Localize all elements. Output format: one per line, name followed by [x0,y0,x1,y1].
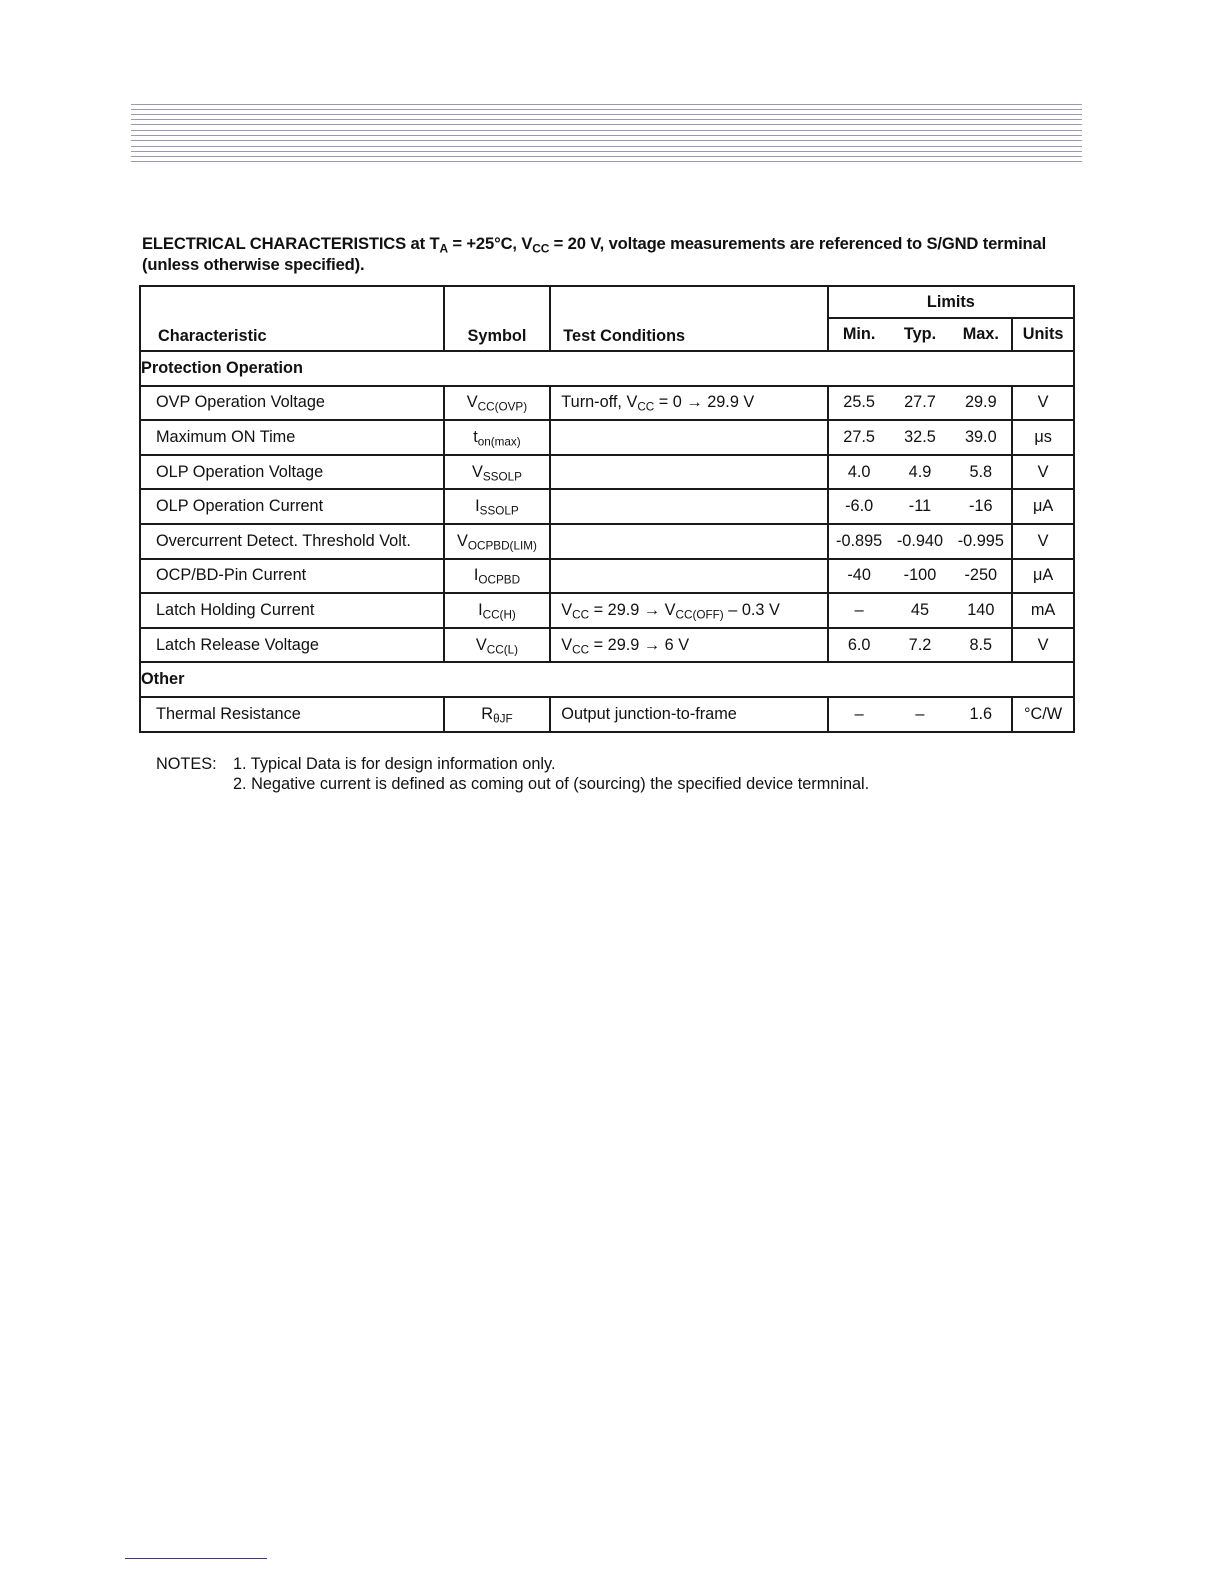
characteristic-cell: Maximum ON Time [140,420,444,455]
limit-max: 140 [967,600,995,619]
notes-label: NOTES: [156,755,217,773]
symbol-subscript: θJF [493,712,513,726]
table-row [140,524,1074,559]
limit-max: 5.8 [969,462,993,481]
table-row [140,559,1074,594]
symbol-subscript: OCPBD [478,573,521,587]
units-cell: μs [1012,420,1074,455]
section-label: Other [140,662,1074,697]
condition-text: – 0.3 V [723,600,780,619]
footer-rule [125,1558,267,1559]
limit-min: -6.0 [845,497,874,516]
section-row-protection [140,351,1074,386]
header-units: Units [1012,318,1074,351]
test-conditions-cell [550,559,827,594]
symbol-main: V [466,393,478,412]
test-conditions-cell [550,593,827,628]
header-test-conditions: Test Conditions [550,286,827,351]
table-row [140,420,1074,455]
header-limits: Limits [828,286,1074,318]
condition-text: Turn-off, V [561,393,638,412]
symbol-cell [444,420,551,455]
header-min: Min. [842,325,876,343]
symbol-main: I [478,600,483,619]
table-row [140,455,1074,490]
header-rule-line [131,104,1082,105]
header-rule-line [131,135,1082,136]
characteristic-cell: OLP Operation Voltage [140,455,444,490]
symbol-subscript: OCPBD(LIM) [467,539,537,553]
limit-typ: -100 [903,566,937,585]
heading-line-2: (unless otherwise specified). [142,255,365,274]
header-symbol: Symbol [444,286,551,351]
limit-min: -0.895 [836,531,883,550]
notes [156,754,869,794]
section-row-other [140,662,1074,697]
characteristic-cell: Latch Release Voltage [140,628,444,663]
units-cell: V [1012,628,1074,663]
characteristic-cell: Overcurrent Detect. Threshold Volt. [140,524,444,559]
header-rule-line [131,114,1082,115]
header-rule-line [131,119,1082,120]
condition-subscript: CC [572,608,590,622]
limits-cell [828,697,1012,732]
condition-text: V [561,635,573,654]
symbol-cell [444,489,551,524]
limits-cell [828,628,1012,663]
header-rule-line [131,151,1082,152]
condition-text: V [561,600,573,619]
limit-min: – [854,600,864,619]
symbol-cell [444,697,551,732]
section-label: Protection Operation [140,351,1074,386]
section-heading [142,233,1092,275]
limits-cell [828,489,1012,524]
test-conditions-cell [550,420,827,455]
limit-typ: 7.2 [908,635,932,654]
condition-text: = 29.9 → V [589,600,676,619]
limits-cell [828,420,1012,455]
header-rule-band [131,104,1082,162]
table-row [140,593,1074,628]
symbol-cell [444,524,551,559]
limit-typ: 27.7 [904,393,936,412]
limit-typ: 45 [910,600,930,619]
header-rule-line [131,146,1082,147]
limits-cell [828,593,1012,628]
characteristic-cell: Thermal Resistance [140,697,444,732]
limit-max: -16 [969,497,993,516]
test-conditions-cell [550,628,827,663]
limit-min: 25.5 [843,393,875,412]
table-row [140,697,1074,732]
test-conditions-cell [550,386,827,421]
header-characteristic: Characteristic [140,286,444,351]
limit-max: 29.9 [964,393,997,412]
limit-min: -40 [847,566,871,585]
symbol-subscript: on(max) [477,435,521,449]
limit-max: 8.5 [969,635,993,654]
symbol-main: V [475,635,487,654]
header-rule-line [131,124,1082,125]
condition-subscript: CC [637,400,655,414]
symbol-subscript: CC(OVP) [477,400,528,414]
characteristic-cell: OCP/BD-Pin Current [140,559,444,594]
units-cell: V [1012,386,1074,421]
symbol-main: I [473,566,479,585]
symbol-cell [444,455,551,490]
condition-text: = 0 → 29.9 V [654,393,755,412]
table-row [140,628,1074,663]
limit-max: -250 [964,566,998,585]
table-row [140,386,1074,421]
symbol-main: V [457,531,468,550]
limit-max: 1.6 [969,704,993,723]
limits-cell [828,524,1012,559]
units-cell: μA [1012,489,1074,524]
symbol-cell [444,628,551,663]
symbol-main: R [481,704,494,723]
condition-subscript: CC [572,642,590,656]
limit-max: 39.0 [964,427,997,446]
limit-typ: 32.5 [904,427,936,446]
test-conditions-cell [550,489,827,524]
note-2: 2. Negative current is defined as coming out of (sourcing) the specified device termninal. [233,775,870,793]
limit-typ: – [915,704,925,723]
units-cell: V [1012,455,1074,490]
characteristic-cell: OLP Operation Current [140,489,444,524]
limit-max: -0.995 [957,531,1004,550]
limit-min: – [854,704,864,723]
header-typ: Typ. [903,325,937,343]
characteristic-cell: Latch Holding Current [140,593,444,628]
units-cell: °C/W [1012,697,1074,732]
test-conditions-cell [550,524,827,559]
header-max: Max. [962,325,999,343]
test-conditions-cell [550,697,827,732]
header-rule-line [131,109,1082,110]
header-rule-line [131,156,1082,157]
note-1: 1. Typical Data is for design information only. [233,755,556,773]
limits-cell [828,386,1012,421]
symbol-cell [444,559,551,594]
table-header-row [140,286,1074,318]
header-limits-cells [828,318,1012,351]
header-rule-line [131,130,1082,131]
header-rule-line [131,140,1082,141]
symbol-main: V [471,462,483,481]
limit-typ: -11 [908,497,932,516]
symbol-subscript: SSOLP [479,504,519,518]
limit-typ: 4.9 [908,462,932,481]
limit-min: 27.5 [843,427,875,446]
heading-line-1: ELECTRICAL CHARACTERISTICS at $T_A = +25^\circ C$, $V_{CC} = 20$ V, voltage measurements are referenced to S/GND terminal [142,234,1047,256]
test-conditions-cell [550,455,827,490]
header-rule-line [131,161,1082,162]
limits-cell [828,559,1012,594]
condition-text: Output junction-to-frame [561,704,737,723]
characteristic-cell: OVP Operation Voltage [140,386,444,421]
units-cell: μA [1012,559,1074,594]
units-cell: mA [1012,593,1074,628]
symbol-subscript: CC(H) [482,608,516,622]
condition-subscript: CC(OFF) [675,608,724,622]
limit-min: 4.0 [847,462,871,481]
symbol-main: t [473,427,478,446]
symbol-cell [444,386,551,421]
condition-text: = 29.9 → 6 V [589,635,690,654]
symbol-subscript: CC(L) [486,642,519,656]
limit-typ: -0.940 [896,531,944,550]
symbol-main: I [475,497,480,516]
limit-min: 6.0 [847,635,871,654]
limits-cell [828,455,1012,490]
symbol-subscript: SSOLP [482,469,522,483]
units-cell: V [1012,524,1074,559]
table-row [140,489,1074,524]
electrical-characteristics-table [139,285,1075,733]
symbol-cell [444,593,551,628]
